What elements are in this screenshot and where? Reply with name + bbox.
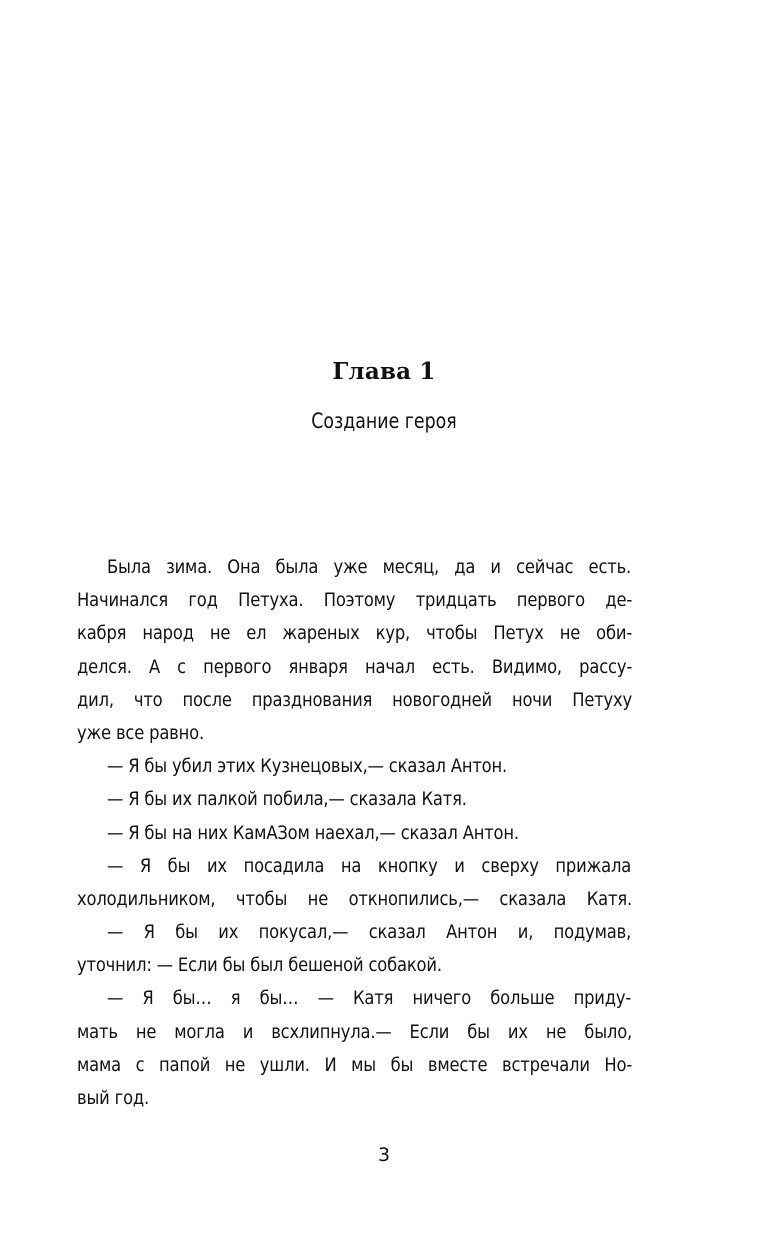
- text-line-content: — Я бы их палкой побила,— сказала Катя.: [107, 788, 467, 811]
- text-line: [77, 651, 631, 684]
- text-line: [77, 617, 631, 650]
- text-line: [77, 916, 631, 949]
- text-line: [77, 584, 631, 617]
- text-line-content: — Я бы… я бы… — Катя ничего больше приду-: [107, 987, 632, 1010]
- text-line: [77, 551, 631, 584]
- text-line: [77, 1016, 631, 1049]
- text-line-content: Начинался год Петуха. Поэтому тридцать первого де-: [77, 589, 633, 612]
- chapter-title: Глава 1: [332, 358, 436, 385]
- text-line: [77, 750, 631, 783]
- text-line-content: вый год.: [77, 1087, 150, 1109]
- text-line: [77, 717, 631, 750]
- text-line-content: дил, что после празднования новогодней ночи Петуху: [77, 688, 633, 711]
- text-line: [77, 982, 631, 1015]
- text-line: [77, 783, 631, 816]
- page-number: 3: [377, 1144, 391, 1166]
- text-line-content: кабря народ не ел жареных кур, чтобы Петух не оби-: [77, 622, 633, 645]
- text-line-content: — Я бы на них КамАЗом наехал,— сказал Антон.: [107, 821, 519, 844]
- text-line-content: мама с папой не ушли. И мы бы вместе встречали Но-: [77, 1053, 633, 1076]
- text-line-content: Была зима. Она была уже месяц, да и сейчас есть.: [107, 556, 632, 578]
- text-line-content: — Я бы убил этих Кузнецовых,— сказал Антон.: [107, 755, 508, 778]
- text-line-content: холодильником, чтобы не откнопились,— сказала Катя.: [77, 887, 633, 910]
- text-line: [77, 1082, 631, 1115]
- text-line-content: мать не могла и всхлипнула.— Если бы их не было,: [77, 1020, 633, 1043]
- chapter-subtitle: Создание героя: [311, 409, 457, 433]
- text-line: [77, 949, 631, 982]
- text-line: [77, 883, 631, 916]
- body-text: [77, 551, 631, 1115]
- text-line: [77, 1049, 631, 1082]
- text-line-content: уточнил: — Если бы был бешеной собакой.: [77, 954, 442, 977]
- text-line-content: — Я бы их посадила на кнопку и сверху прижала: [107, 854, 632, 877]
- text-line: [77, 684, 631, 717]
- text-line-content: уже все равно.: [77, 721, 204, 744]
- text-line: [77, 850, 631, 883]
- text-line: [77, 817, 631, 850]
- text-line-content: — Я бы их покусал,— сказал Антон и, подумав,: [107, 921, 632, 944]
- text-line-content: делся. А с первого января начал есть. Видимо, рассу-: [77, 655, 633, 678]
